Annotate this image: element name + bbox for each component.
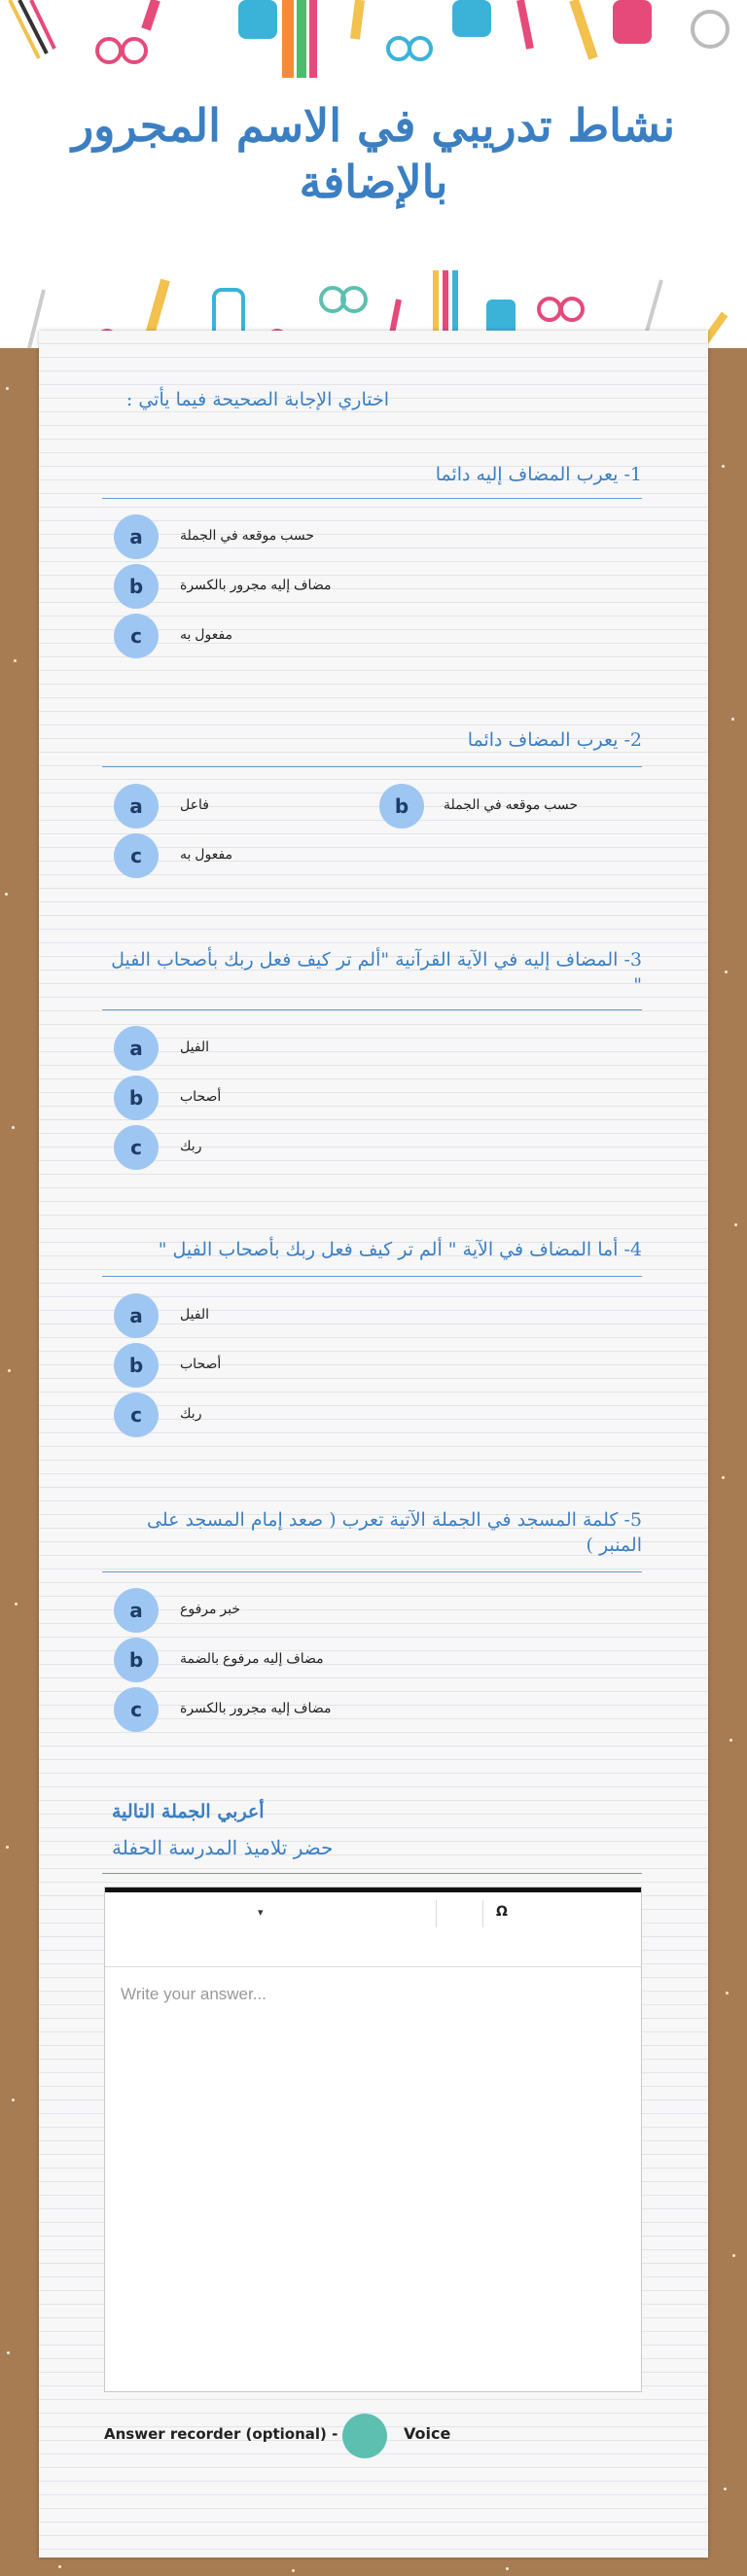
option-label: ربك — [180, 1405, 202, 1421]
option-label: فاعل — [180, 796, 209, 812]
option-label: خبر مرفوع — [180, 1601, 240, 1616]
recorder-label: Answer recorder (optional) - — [104, 2425, 338, 2443]
option-label: مفعول به — [180, 626, 233, 642]
option-letter-a: a — [114, 1293, 159, 1338]
option-label: مضاف إليه مجرور بالكسرة — [180, 577, 332, 592]
toolbar-separator — [436, 1900, 437, 1927]
option-label: مفعول به — [180, 846, 233, 862]
instruction-text: اختاري الإجابة الصحيحة فيما يأتي : — [125, 389, 389, 410]
recorder-voice-label[interactable]: Voice — [404, 2424, 451, 2443]
special-characters-omega-icon[interactable]: Ω — [496, 1904, 508, 1920]
answer-textarea[interactable]: Write your answer... — [121, 1985, 267, 2003]
question-4-divider — [102, 1276, 642, 1277]
header-decoration-top — [0, 0, 747, 88]
answer-editor[interactable] — [104, 1887, 642, 2392]
question-1-divider — [102, 498, 642, 499]
option-label: الفيل — [180, 1306, 210, 1322]
option-letter-c: c — [114, 1125, 159, 1170]
question-3-divider — [102, 1009, 642, 1010]
question-5-divider — [102, 1571, 642, 1572]
option-letter-b: b — [379, 784, 424, 829]
option-letter-b: b — [114, 1076, 159, 1120]
question-1-title: 1- يعرب المضاف إليه دائما — [435, 464, 642, 485]
option-letter-a: a — [114, 514, 159, 559]
editor-toolbar — [105, 1888, 641, 1967]
option-letter-b: b — [114, 564, 159, 609]
option-letter-c: c — [114, 614, 159, 658]
page-title: نشاط تدريبي في الاسم المجرور بالإضافة — [71, 99, 676, 208]
option-letter-c: c — [114, 1687, 159, 1732]
record-voice-button[interactable] — [342, 2414, 387, 2458]
option-label: أصحاب — [180, 1088, 222, 1104]
answer-recorder — [104, 2414, 590, 2462]
option-label: مضاف إليه مجرور بالكسرة — [180, 1700, 332, 1715]
question-2-title: 2- يعرب المضاف دائما — [467, 729, 642, 751]
question-2-divider — [102, 766, 642, 767]
question-5-title: 5- كلمة المسجد في الجملة الآتية تعرب ( صعد إمام المسجد على المنبر ) — [147, 1509, 642, 1556]
option-letter-b: b — [114, 1343, 159, 1388]
option-letter-b: b — [114, 1638, 159, 1682]
option-label: أصحاب — [180, 1356, 222, 1371]
school-supplies-top-icon — [0, 0, 747, 88]
option-letter-c: c — [114, 833, 159, 878]
option-label: ربك — [180, 1138, 202, 1153]
option-letter-c: c — [114, 1393, 159, 1437]
option-label: حسب موقعه في الجملة — [444, 796, 579, 812]
option-letter-a: a — [114, 1588, 159, 1633]
option-letter-a: a — [114, 784, 159, 829]
option-label: الفيل — [180, 1039, 210, 1054]
option-label: حسب موقعه في الجملة — [180, 527, 315, 543]
essay-divider — [102, 1873, 642, 1874]
question-3-title: 3- المضاف إليه في الآية القرآنية "ألم تر كيف فعل ربك بأصحاب الفيل " — [111, 949, 642, 996]
essay-heading: أعربي الجملة التالية — [112, 1801, 265, 1822]
question-4-title: 4- أما المضاف في الآية " ألم تر كيف فعل ربك بأصحاب الفيل " — [158, 1239, 642, 1260]
toolbar-separator — [482, 1900, 483, 1927]
option-letter-a: a — [114, 1026, 159, 1071]
essay-sentence: حضر تلاميذ المدرسة الحفلة — [112, 1836, 334, 1859]
format-dropdown-caret-icon[interactable]: ▾ — [258, 1906, 264, 1919]
option-label: مضاف إليه مرفوع بالضمة — [180, 1650, 324, 1666]
